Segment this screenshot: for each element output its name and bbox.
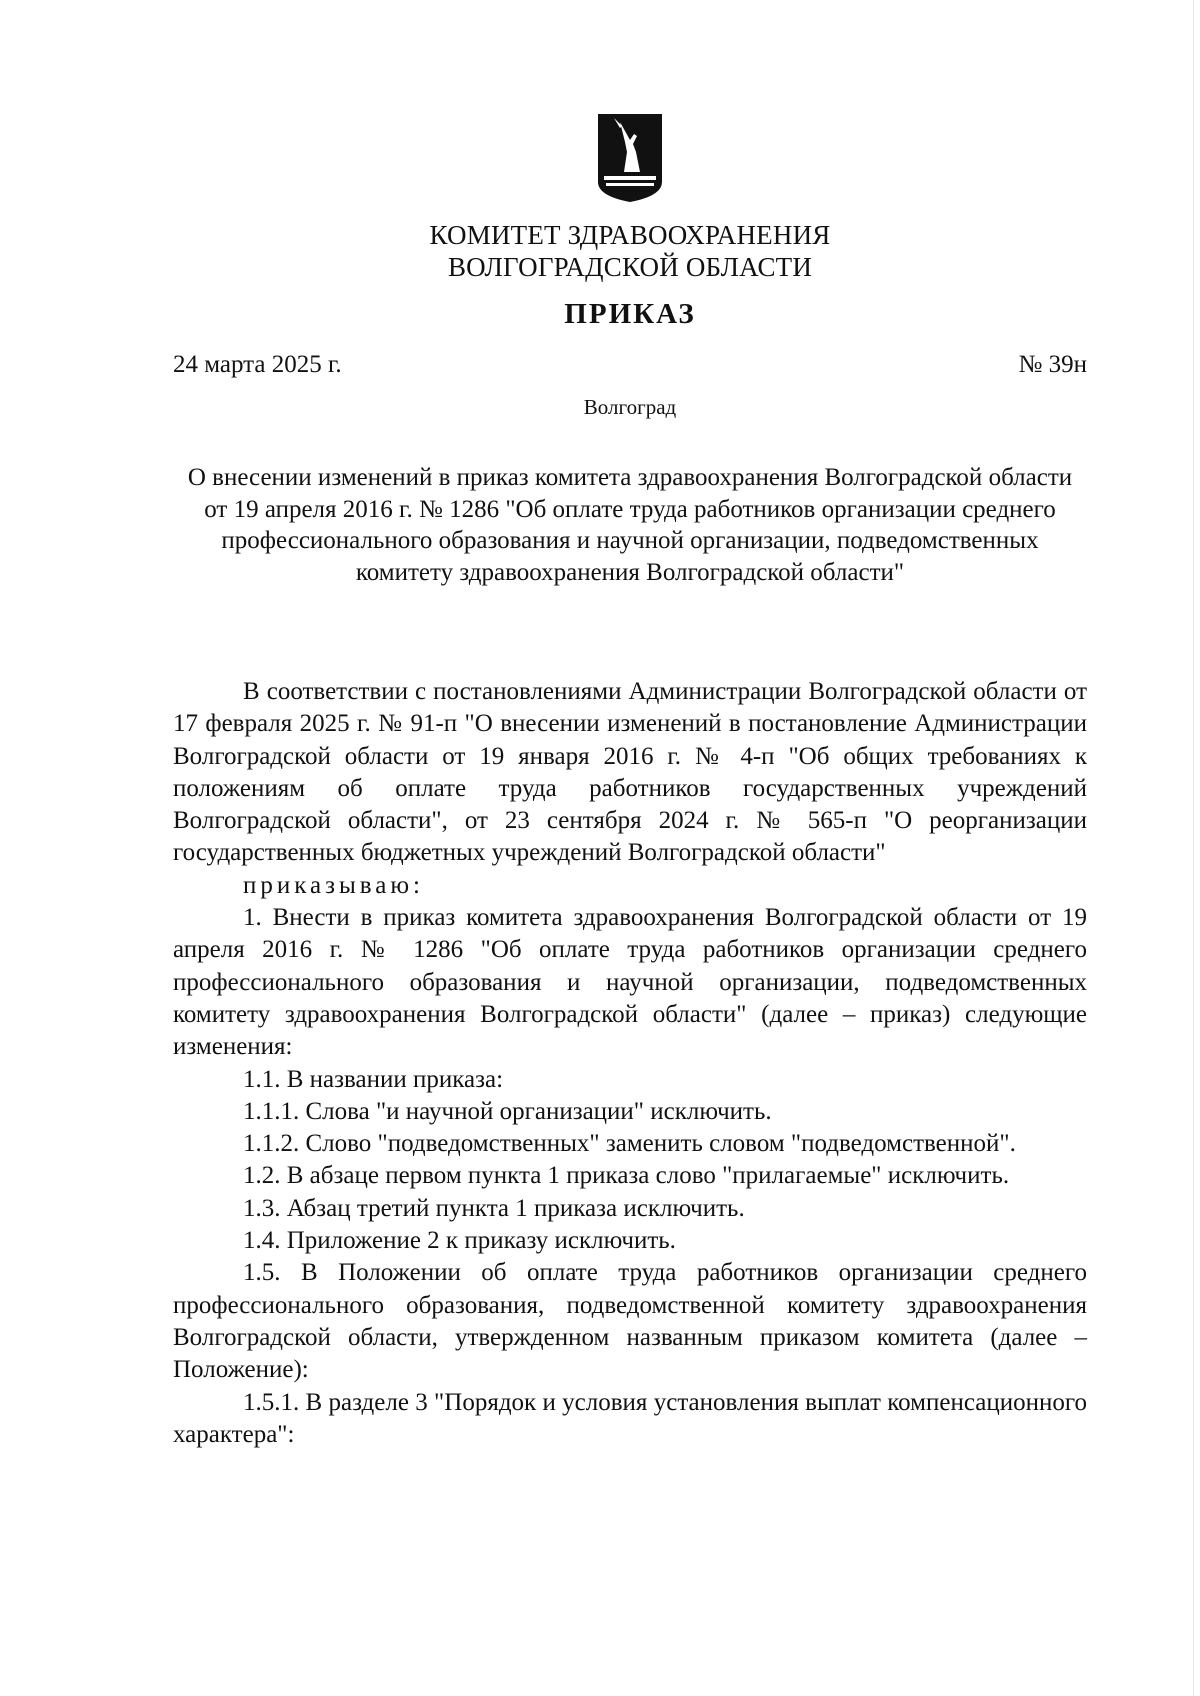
body-paragraph-1-1-2: 1.1.2. Слово "подведомственных" заменить словом "подведомственной".	[243, 1130, 1016, 1158]
document-city: Волгоград	[583, 395, 677, 419]
document-date: 24 марта 2025 г.	[173, 351, 342, 378]
body-paragraph-1: 1. Внести в приказ комитета здравоохранения Волгоградской области от 19 апреля 2016 г. № 1286 "Об оплате труда работников организации среднего профессионального образования и научной организации, подведомственных комитету здравоохранения Волгоградской области" (далее – приказ) следующие изменения:	[173, 904, 1087, 1061]
organization-name-line-1: КОМИТЕТ ЗДРАВООХРАНЕНИЯ	[429, 220, 831, 250]
volgograd-coat-of-arms-icon	[594, 112, 666, 204]
body-paragraph-1-5-1: 1.5.1. В разделе 3 "Порядок и условия установления выплат компенсационного характера":	[173, 1388, 1087, 1448]
document-subject: О внесении изменений в приказ комитета здравоохранения Волгоградской области от 19 апреля 2016 г. № 1286 "Об оплате труда работников организации среднего профессионального образования и научной организации, подведомственных комитету здравоохранения Волгоградской области"	[187, 464, 1073, 586]
document-number: № 39н	[1018, 351, 1087, 378]
body-paragraph-1-1: 1.1. В названии приказа:	[243, 1065, 504, 1093]
body-paragraph-1-5: 1.5. В Положении об оплате труда работников организации среднего профессионального образования, подведомственной комитету здравоохранения Волгоградской области, утвержденном названным приказом комитета (далее – Положение):	[173, 1259, 1087, 1384]
body-paragraph-1-2: 1.2. В абзаце первом пункта 1 приказа слово "прилагаемые" исключить.	[243, 1162, 1010, 1190]
body-paragraph-1-1-1: 1.1.1. Слова "и научной организации" исключить.	[243, 1097, 772, 1125]
document-type-title: ПРИКАЗ	[564, 298, 696, 330]
body-paragraph-1-3: 1.3. Абзац третий пункта 1 приказа исключить.	[243, 1194, 745, 1222]
body-paragraph-1-4: 1.4. Приложение 2 к приказу исключить.	[243, 1227, 676, 1255]
organization-name-line-2: ВОЛГОГРАДСКОЙ ОБЛАСТИ	[447, 252, 813, 282]
document-body	[173, 676, 1087, 1451]
body-order-word: приказываю:	[243, 871, 424, 899]
body-paragraph-preamble: В соответствии с постановлениями Администрации Волгоградской области от 17 февраля 2025 г. № 91-п "О внесении изменений в постановление Администрации Волгоградской области от 19 января 2016 г. № 4-п "Об общих требованиях к положениям об оплате труда работников государственных учреждений Волгоградской области", от 23 сентября 2024 г. № 565-п "О реорганизации государственных бюджетных учреждений Волгоградской области"	[173, 678, 1087, 867]
